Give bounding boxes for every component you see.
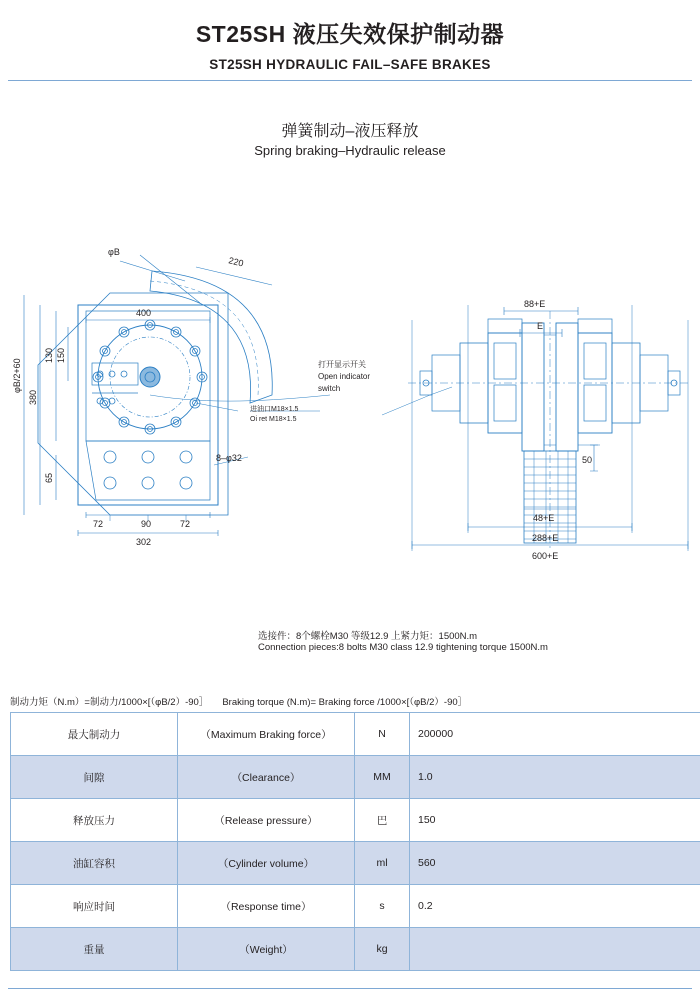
footer-divider — [8, 988, 692, 989]
table-row — [11, 756, 700, 799]
spec-unit: s — [355, 885, 410, 928]
label-150: 150 — [56, 347, 66, 363]
spec-unit: 巴 — [355, 799, 410, 842]
spec-unit: MM — [355, 756, 410, 799]
table-row — [11, 799, 700, 842]
spec-value: 200000 — [410, 713, 700, 756]
specifications-table — [10, 712, 700, 971]
spec-name-en: （Release pressure） — [178, 799, 355, 842]
spec-name: 释放压力 — [11, 799, 178, 842]
formula-cn: 制动力矩（N.m）=制动力/1000×[（φB/2）-90］ — [10, 697, 209, 708]
spec-name: 最大制动力 — [11, 713, 178, 756]
spec-unit: kg — [355, 928, 410, 971]
label-600e: 600+E — [532, 551, 559, 561]
label-400: 400 — [136, 308, 152, 318]
label-72-right: 72 — [180, 519, 191, 529]
label-phi-b2-60: φB/2+60 — [12, 358, 22, 393]
spec-unit: ml — [355, 842, 410, 885]
label-130: 130 — [44, 347, 54, 363]
label-302: 302 — [136, 537, 152, 547]
label-open-switch-en2: switch — [318, 384, 341, 393]
subtitle-en: Spring braking–Hydraulic release — [254, 143, 446, 158]
spec-name-en: （Weight） — [178, 928, 355, 971]
label-phi-b: φB — [108, 247, 120, 257]
table-row — [11, 928, 700, 971]
connection-note-cn: 选接件：8个螺栓M30 等级12.9 上紧力矩：1500N.m — [258, 631, 478, 642]
spec-value — [410, 928, 700, 971]
label-220: 220 — [227, 255, 245, 269]
spec-name: 间隙 — [11, 756, 178, 799]
label-90: 90 — [141, 519, 152, 529]
page-header — [0, 0, 700, 72]
formula-en: Braking torque (N.m)= Braking force /1000×[（φB/2）-90］ — [222, 697, 468, 708]
spec-name: 油缸容积 — [11, 842, 178, 885]
spec-value: 150 — [410, 799, 700, 842]
label-oil-port-cn: 进油口M18×1.5 — [250, 406, 299, 413]
table-row — [11, 713, 700, 756]
table-row — [11, 842, 700, 885]
braking-torque-formula — [10, 694, 467, 708]
label-e: E — [537, 321, 544, 331]
label-88e: 88+E — [524, 299, 546, 309]
page-title-cn: ST25SH 液压失效保护制动器 — [195, 21, 505, 47]
spec-name-en: （Cylinder volume） — [178, 842, 355, 885]
label-50: 50 — [582, 455, 593, 465]
technical-drawing — [0, 215, 700, 665]
connection-note-en: Connection pieces:8 bolts M30 class 12.9 tightening torque 1500N.m — [258, 642, 548, 653]
spec-value: 560 — [410, 842, 700, 885]
spec-name: 响应时间 — [11, 885, 178, 928]
header-divider — [8, 80, 692, 81]
spec-name-en: （Clearance） — [178, 756, 355, 799]
spec-name-en: （Maximum Braking force） — [178, 713, 355, 756]
label-48e: 48+E — [533, 513, 555, 523]
spec-name-en: （Response time） — [178, 885, 355, 928]
label-72-left: 72 — [93, 519, 104, 529]
label-288e: 288+E — [532, 533, 559, 543]
spec-value: 0.2 — [410, 885, 700, 928]
label-65: 65 — [44, 472, 54, 483]
label-open-switch-cn: 打开显示开关 — [318, 360, 366, 369]
spec-name: 重量 — [11, 928, 178, 971]
label-8-phi-32: 8–φ32 — [216, 453, 242, 463]
label-open-switch-en1: Open indicator — [318, 372, 371, 381]
label-380: 380 — [28, 389, 38, 405]
label-oil-port-en: Oi ret M18×1.5 — [250, 416, 297, 423]
table-row — [11, 885, 700, 928]
spec-value: 1.0 — [410, 756, 700, 799]
subtitle-cn: 弹簧制动–液压释放 — [281, 123, 419, 140]
spec-unit: N — [355, 713, 410, 756]
page-title-en: ST25SH HYDRAULIC FAIL–SAFE BRAKES — [209, 57, 491, 72]
